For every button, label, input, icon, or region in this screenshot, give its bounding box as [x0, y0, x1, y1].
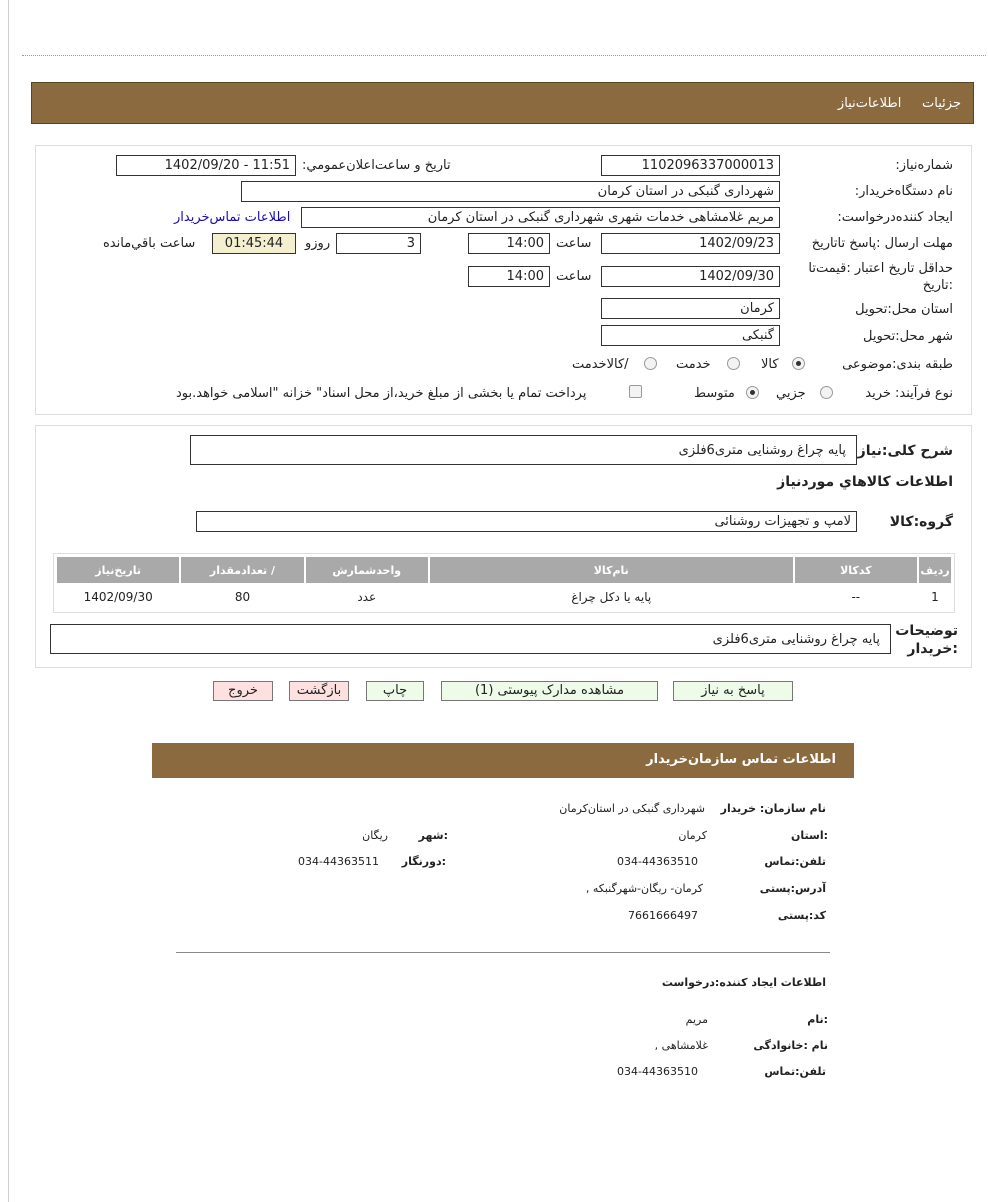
postal-value: 7661666497 — [628, 909, 698, 922]
phone-label: تلفن:تماس — [764, 855, 826, 868]
validity-date-field: 1402/09/30 — [601, 266, 780, 287]
buyer-desc-label-line1: توضیحات — [895, 623, 958, 639]
exit-button[interactable]: خروج — [213, 681, 273, 701]
reply-date-field: 1402/09/23 — [601, 233, 780, 254]
reply-deadline-label: مهلت ارسال :پاسخ تا‌تاریخ — [811, 236, 953, 251]
col-row: ردیف — [919, 557, 951, 583]
name-value: مریم — [685, 1013, 708, 1026]
left-border-line — [8, 0, 9, 1202]
need-number-label: شماره‌نیاز: — [895, 158, 953, 173]
cell-date: 1402/09/30 — [83, 590, 153, 604]
contact-title: اطلاعات تماس سازمان‌خریدار — [646, 752, 836, 767]
cell-name: پایه یا دکل چراغ — [571, 590, 652, 604]
address-label: آدرس:پستی — [759, 882, 826, 895]
announce-label: تاریخ و ساعت‌اعلان‌عمومي: — [302, 158, 451, 173]
contact-header-bar — [152, 743, 854, 778]
summary-field: پایه چراغ روشنایی متری6فلزی — [190, 435, 857, 465]
col-code: کدکالا — [795, 557, 917, 583]
province-contact-value: کرمان — [678, 829, 707, 842]
col-unit: واحد‌شمارش — [306, 557, 428, 583]
items-table-header — [57, 557, 951, 583]
city-label: شهر محل:تحویل — [863, 329, 953, 344]
province-field: کرمان — [601, 298, 780, 319]
category-goods-label: کالا — [761, 357, 779, 372]
buyer-desc-field: پایه چراغ روشنایی متری6فلزی — [50, 624, 891, 654]
group-label: گروه:کالا — [889, 514, 953, 530]
col-qty: / تعداد‌مقدار — [181, 557, 303, 583]
category-goods-radio[interactable] — [792, 357, 805, 370]
city-field: گنبکی — [601, 325, 780, 346]
postal-label: کد:پستی — [777, 909, 826, 922]
province-label: استان محل:تحویل — [855, 302, 953, 317]
family-label: نام :خانوادگی — [753, 1039, 828, 1052]
buyer-label: نام دستگاه‌خریدار: — [854, 184, 953, 199]
city-contact-label: :شهر — [418, 829, 448, 842]
category-label: طبقه بندی:موضوعی — [842, 357, 953, 372]
validity-label-line1: حداقل تاریخ اعتبار :قیمت‌تا — [808, 261, 953, 276]
contact-divider — [176, 952, 830, 953]
buyer-contact-link[interactable]: اطلاعات تماس‌خریدار — [174, 210, 291, 225]
address-value: کرمان- ریگان-شهرگنبکه , — [585, 882, 703, 895]
col-date: تاریخ‌نیاز — [57, 557, 179, 583]
reply-time-field: 14:00 — [468, 233, 550, 254]
back-button[interactable]: بازگشت — [289, 681, 349, 701]
name-label: :نام — [807, 1013, 828, 1026]
city-contact-value: ریگان — [362, 829, 388, 842]
dotted-separator — [22, 55, 986, 56]
creator-phone-value: 034-44363510 — [617, 1065, 698, 1078]
province-contact-label: :استان — [791, 829, 828, 842]
category-both-radio[interactable] — [644, 357, 657, 370]
buyer-desc-label-line2: :خریدار — [907, 641, 958, 657]
col-name: نام‌کالا — [430, 557, 793, 583]
treasury-payment-note: پرداخت تمام یا بخشی از مبلغ خرید،از محل اسناد" خزانه "اسلامی خواهد.بود — [176, 386, 587, 401]
breadcrumb — [838, 96, 961, 111]
category-both-label: /کالاخدمت — [572, 357, 629, 372]
print-button[interactable]: چاپ — [366, 681, 424, 701]
process-partial-radio[interactable] — [820, 386, 833, 399]
need-number-field: 1102096337000013 — [601, 155, 780, 176]
view-attachments-button[interactable]: مشاهده مدارک پیوستی (1) — [441, 681, 658, 701]
creator-info-title: اطلاعات ایجاد کننده:درخواست — [661, 976, 826, 989]
category-service-radio[interactable] — [727, 357, 740, 370]
details-header-bar — [31, 82, 974, 124]
validity-time-label: ساعت — [556, 269, 592, 284]
days-label: روزو — [305, 236, 331, 251]
fax-label: :دورنگار — [401, 855, 446, 868]
announce-field: 1402/09/20 - 11:51 — [116, 155, 296, 176]
cell-unit: عدد — [357, 590, 377, 604]
validity-time-field: 14:00 — [468, 266, 550, 287]
buyer-field: شهرداری گنبکی در استان کرمان — [241, 181, 780, 202]
org-value: شهرداری گنبکی در استان‌کرمان — [559, 802, 705, 815]
category-service-label: خدمت — [676, 357, 711, 372]
reply-time-label: ساعت — [556, 236, 592, 251]
days-field: 3 — [336, 233, 421, 254]
org-label: نام سازمان: خریدار — [720, 802, 826, 815]
cell-code: -- — [851, 590, 861, 604]
creator-label: ایجاد کننده‌درخواست: — [837, 210, 953, 225]
reply-to-need-button[interactable]: پاسخ به نیاز — [673, 681, 793, 701]
treasury-payment-checkbox[interactable] — [629, 385, 642, 398]
fax-value: 034-44363511 — [298, 855, 379, 868]
creator-phone-label: تلفن:تماس — [764, 1065, 826, 1078]
breadcrumb-need-info[interactable]: اطلاعات‌نیاز — [837, 96, 902, 111]
remaining-timer: 01:45:44 — [212, 233, 296, 254]
table-row — [57, 585, 951, 609]
process-medium-label: متوسط — [694, 386, 735, 401]
family-value: غلامشاهی , — [654, 1039, 708, 1052]
goods-info-title: اطلاعات کالاهاي مورد‌نیاز — [777, 474, 953, 490]
validity-label-line2: :تاریخ — [922, 278, 953, 293]
creator-field: مریم غلامشاهی خدمات شهری شهرداری گنبکی در استان کرمان — [301, 207, 780, 228]
items-table — [55, 555, 953, 611]
group-field: لامپ و تجهیزات روشنائی — [196, 511, 857, 532]
phone-value: 034-44363510 — [617, 855, 698, 868]
summary-label: شرح کلی:نیاز — [857, 443, 953, 459]
cell-row: 1 — [931, 590, 939, 604]
process-label: نوع فرآیند: خرید — [865, 386, 953, 401]
process-partial-label: جزیي — [776, 386, 806, 401]
breadcrumb-details[interactable]: جزئیات — [922, 96, 961, 111]
remaining-label: ساعت باقي‌مانده — [103, 236, 196, 251]
process-medium-radio[interactable] — [746, 386, 759, 399]
cell-qty: 80 — [234, 590, 251, 604]
